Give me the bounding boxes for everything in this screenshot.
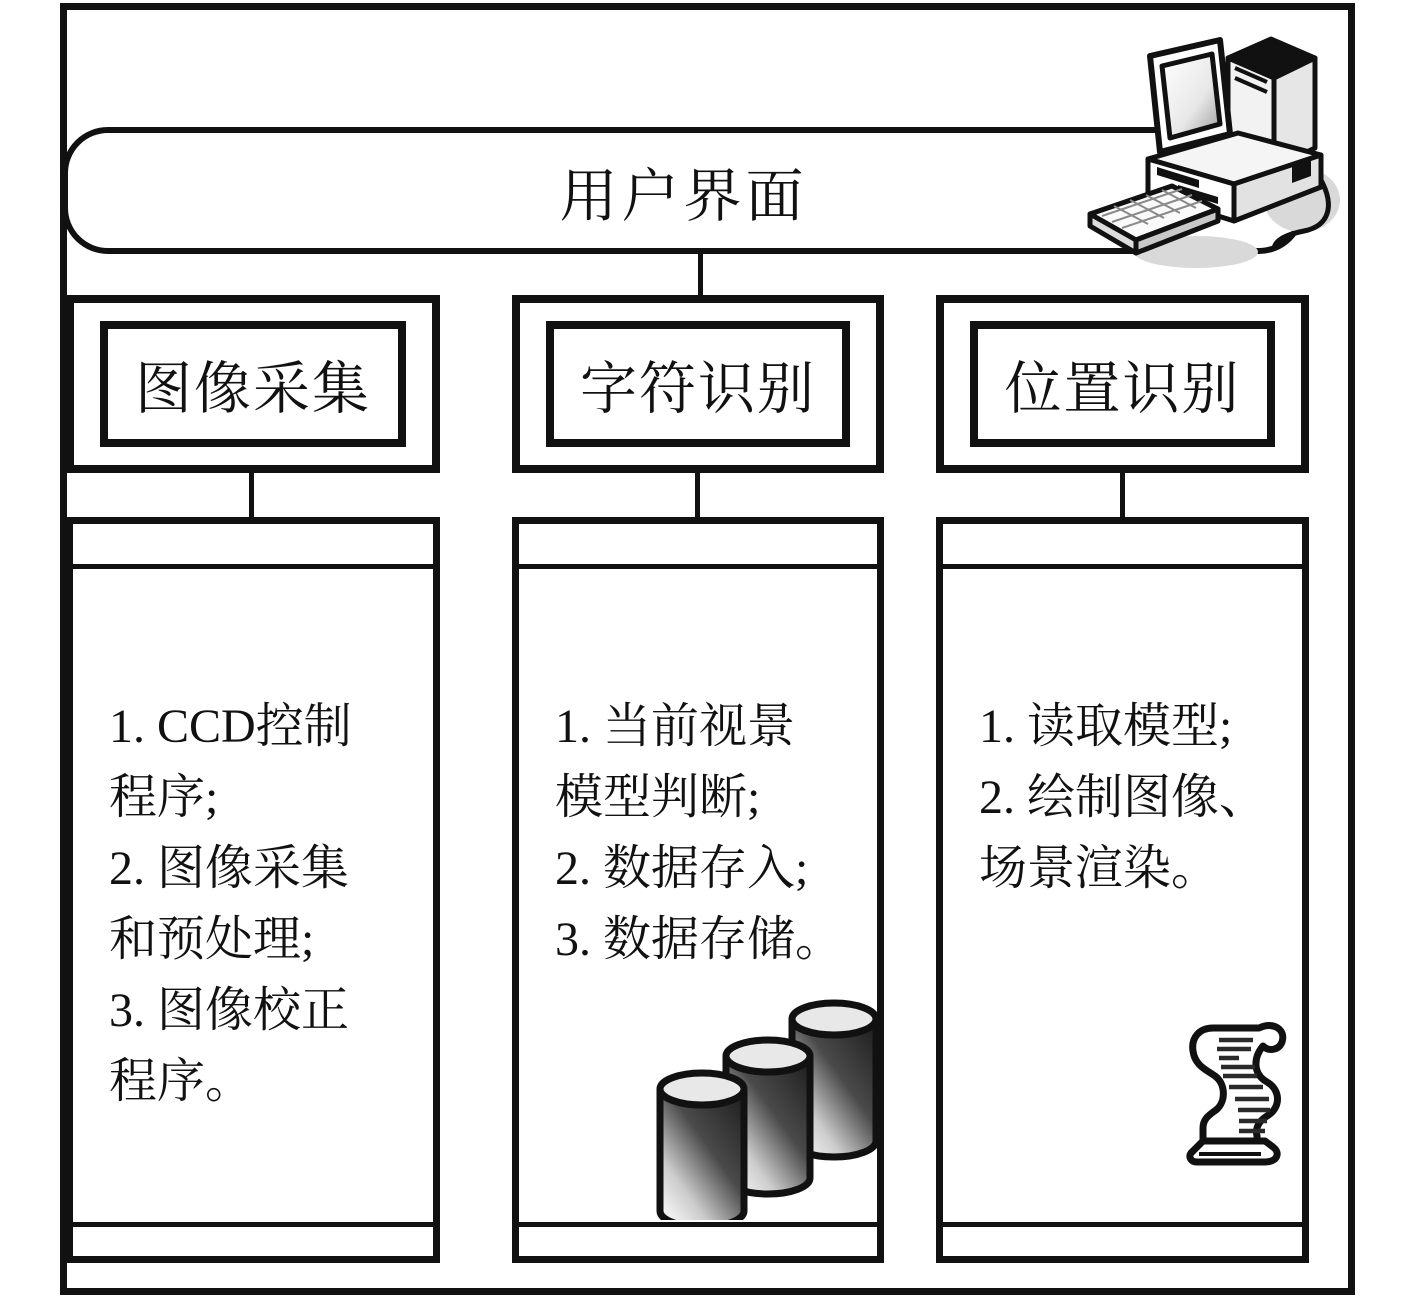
panel-bottom-strip [519, 1222, 877, 1256]
connector-header2-to-body2 [695, 471, 700, 519]
text-line: 程序。 [109, 1055, 254, 1108]
panel-bottom-strip [943, 1222, 1302, 1256]
header-inner-box [546, 321, 850, 447]
text-line: 模型判断; [555, 771, 761, 824]
header-box-position-recognition [936, 295, 1309, 473]
panel-top-strip [519, 524, 877, 569]
header-label-character-recognition: 字符识别 [580, 358, 816, 421]
connector-header3-to-body3 [1120, 471, 1125, 519]
body-panel-image-acquisition [66, 517, 440, 1263]
header-label-position-recognition: 位置识别 [1004, 358, 1241, 421]
panel-top-strip [943, 524, 1302, 569]
panel-text-image-acquisition [73, 569, 433, 1222]
text-line: 3. 图像校正 [109, 984, 350, 1037]
header-box-image-acquisition [66, 295, 440, 473]
database-cylinders-icon [650, 998, 885, 1220]
text-line: 场景渲染。 [979, 842, 1220, 895]
header-label-image-acquisition: 图像采集 [135, 358, 371, 421]
text-line: 2. 绘制图像、 [979, 771, 1268, 824]
text-line: 2. 数据存入; [555, 842, 809, 895]
text-line: 和预处理; [109, 913, 315, 966]
text-line: 1. 当前视景 [555, 700, 796, 753]
text-line: 3. 数据存储。 [555, 913, 844, 966]
text-line: 1. 读取模型; [979, 700, 1233, 753]
connector-header1-to-body1 [249, 471, 254, 519]
desktop-computer-icon [1078, 28, 1340, 276]
header-box-character-recognition [512, 295, 884, 473]
text-line: 程序; [109, 771, 219, 824]
connector-banner-to-center [698, 251, 703, 297]
text-line: 2. 图像采集 [109, 842, 350, 895]
scroll-icon [1183, 1020, 1301, 1170]
header-inner-box [100, 321, 406, 447]
panel-top-strip [73, 524, 433, 569]
text-line: 1. CCD控制 [109, 700, 352, 753]
banner-title: 用户界面 [559, 163, 808, 229]
panel-bottom-strip [73, 1222, 433, 1256]
header-inner-box [970, 321, 1275, 447]
